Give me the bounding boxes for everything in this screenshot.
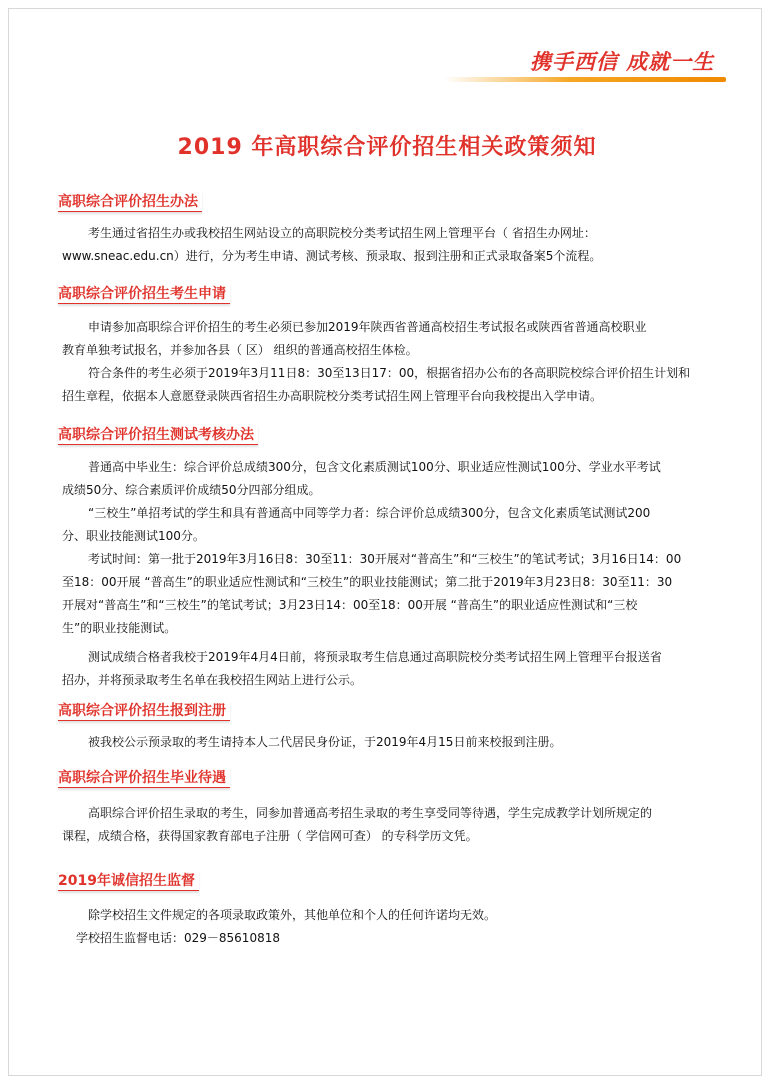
text-line: 申请参加高职综合评价招生的考生必须已参加2019年陕西省普通高校招生考试报名或陕西省普通高校职业 bbox=[88, 320, 647, 334]
section-body-assessment bbox=[62, 456, 712, 692]
section-heading-application: 高职综合评价招生考生申请 bbox=[58, 283, 230, 304]
section-heading-benefits: 高职综合评价招生毕业待遇 bbox=[58, 767, 230, 788]
text-line: 测试成绩合格者我校于2019年4月4日前，将预录取考生信息通过高职院校分类考试招生网上管理平台报送省 bbox=[88, 650, 662, 664]
section-body-method bbox=[62, 222, 712, 268]
section-heading-supervision: 2019年诚信招生监督 bbox=[58, 870, 199, 891]
text-line: 教育单独考试报名，并参加各县（ 区） 组织的普通高校招生体检。 bbox=[62, 343, 418, 357]
slogan-underline bbox=[444, 77, 726, 82]
text-line: www.sneac.edu.cn）进行，分为考生申请、测试考核、预录取、报到注册和正式录取备案5个流程。 bbox=[62, 249, 602, 263]
text-line: 高职综合评价招生录取的考生，同参加普通高考招生录取的考生享受同等待遇，学生完成教学计划所规定的 bbox=[88, 806, 653, 820]
text-line: 课程，成绩合格，获得国家教育部电子注册（ 学信网可查） 的专科学历文凭。 bbox=[62, 829, 478, 843]
text-line: 至18：00开展 “普高生”的职业适应性测试和“三校生”的职业技能测试；第二批于2019年3月23日8：30至11：30 bbox=[62, 575, 673, 589]
text-line: 招办，并将预录取考生名单在我校招生网站上进行公示。 bbox=[62, 673, 363, 687]
section-heading-method: 高职综合评价招生办法 bbox=[58, 191, 202, 212]
section-heading-assessment: 高职综合评价招生测试考核办法 bbox=[58, 424, 258, 445]
text-line: “三校生”单招考试的学生和具有普通高中同等学力者：综合评价总成绩300分，包含文化素质笔试测试200 bbox=[88, 506, 651, 520]
text-line: 生”的职业技能测试。 bbox=[62, 621, 177, 635]
text-line: 成绩50分、综合素质评价成绩50分四部分组成。 bbox=[62, 483, 321, 497]
section-heading-registration: 高职综合评价招生报到注册 bbox=[58, 700, 230, 721]
text-line: 分、职业技能测试100分。 bbox=[62, 529, 205, 543]
section-body-application bbox=[62, 316, 712, 408]
slogan: 携手西信 成就一生 bbox=[530, 49, 715, 74]
section-body-benefits bbox=[62, 802, 712, 848]
text-line: 普通高中毕业生：综合评价总成绩300分，包含文化素质测试100分、职业适应性测试100分、学业水平考试 bbox=[88, 460, 661, 474]
text-line: 招生章程，依据本人意愿登录陕西省招生办高职院校分类考试招生网上管理平台向我校提出入学申请。 bbox=[62, 389, 603, 403]
text-line: 开展对“普高生”和“三校生”的笔试考试；3月23日14：00至18：00开展 “普高生”的职业适应性测试和“三校 bbox=[62, 598, 638, 612]
section-body-supervision bbox=[62, 904, 712, 950]
text-line: 考生通过省招生办或我校招生网站设立的高职院校分类考试招生网上管理平台（ 省招生办网址： bbox=[88, 226, 596, 240]
text-line: 除学校招生文件规定的各项录取政策外，其他单位和个人的任何许诺均无效。 bbox=[88, 908, 497, 922]
supervision-phone: 学校招生监督电话：029－85610818 bbox=[76, 931, 280, 945]
text-line: 被我校公示预录取的考生请持本人二代居民身份证，于2019年4月15日前来校报到注册。 bbox=[88, 735, 562, 749]
document-title: 2019 年高职综合评价招生相关政策须知 bbox=[177, 135, 597, 160]
text-line: 考试时间：第一批于2019年3月16日8：30至11：30开展对“普高生”和“三校生”的笔试考试；3月16日14：00 bbox=[88, 552, 682, 566]
section-body-registration bbox=[62, 731, 712, 754]
text-line: 符合条件的考生必须于2019年3月11日8：30至13日17：00，根据省招办公布的各高职院校综合评价招生计划和 bbox=[88, 366, 691, 380]
